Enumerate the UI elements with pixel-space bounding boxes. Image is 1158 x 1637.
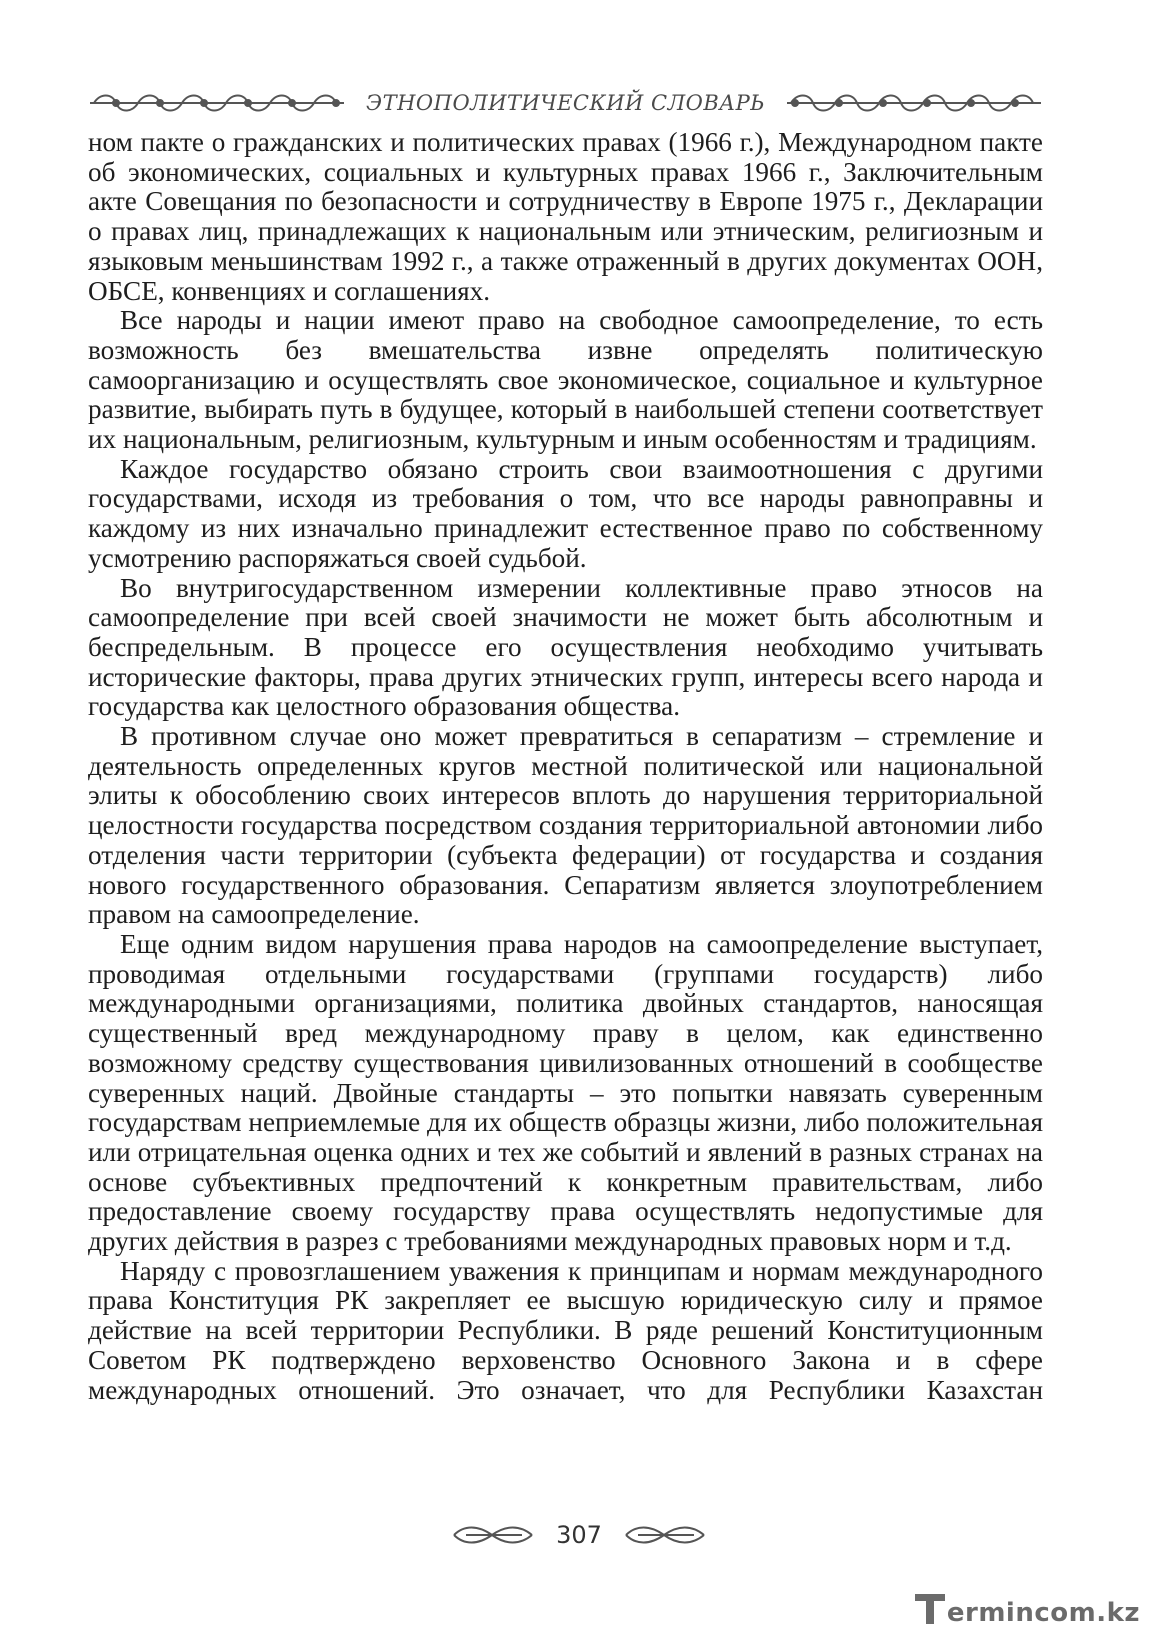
watermark: [911, 1588, 1140, 1628]
paragraph: Во внутригосударственном измерении коллективные право этносов на самоопределение при всей своей значимости не может быть абсолютным и беспредельным. В процессе его осуществления необходимо учитывать исторические факторы, права других этнических групп, интересы всего народа и государства как целостного образования общества.: [88, 572, 1043, 722]
header-ornament-right-icon: [785, 91, 1043, 115]
running-header: [88, 88, 1043, 118]
footer-ornament-right-icon: [624, 1524, 706, 1546]
paragraph: Наряду с провозглашением уважения к принципам и нормам международного права Конституция РК закрепляет ее высшую юридическую силу и прямое действие на всей территории Республики. В ряде решений Конституционным Советом РК подтверждено верховенство Основного Закона и в сфере международных отношений. Это означает, что для Республики Казахстан: [88, 1255, 1043, 1405]
watermark-text: ermincom.kz: [946, 1598, 1140, 1628]
paragraph: Еще одним видом нарушения права народов на самоопределение выступает, проводимая отдельными государствами (группами государств) либо международными организациями, политика двойных стандартов, наносящая существенный вред международному праву в целом, как единственно возможному средству существования цивилизованных отношений в сообществе суверенных наций. Двойные стандарты – это попытки навязать суверенным государствам неприемлемые для их обществ образцы жизни, либо положительная или отрицательная оценка одних и тех же событий и явлений в разных странах на основе субъективных предпочтений к конкретным правительствам, либо предоставление своему государству права осуществлять недопустимые для других действия в разрез с требованиями международных правовых норм и т.д.: [88, 928, 1043, 1257]
body-text: [88, 128, 1043, 1405]
page-number: 307: [556, 1521, 602, 1549]
running-title: ЭТНОПОЛИТИЧЕСКИЙ СЛОВАРЬ: [366, 91, 765, 115]
header-ornament-left-icon: [88, 91, 346, 115]
paragraph: В противном случае оно может превратиться в сепаратизм – стремление и деятельность определенных кругов местной политической или национальной элиты к обособлению своих интересов вплоть до нарушения территориальной целостности государства посредством создания территориальной автономии либо отделения части территории (субъекта федерации) от государства и создания нового государственного образования. Сепаратизм является злоупотреблением правом на самоопределение.: [88, 721, 1043, 930]
termincom-logo-icon: [911, 1588, 951, 1628]
footer-ornament-left-icon: [452, 1524, 534, 1546]
paragraph: Все народы и нации имеют право на свободное самоопределение, то есть возможность без вмешательства извне определять политическую самоорганизацию и осуществлять свое экономическое, социальное и культурное развитие, выбирать путь в будущее, который в наибольшей степени соответствует их национальным, религиозным, культурным и иным особенностям и традициям.: [88, 305, 1043, 455]
paragraph: ном пакте о гражданских и политических правах (1966 г.), Международном пакте об экономических, социальных и культурных правах 1966 г., Заключительным акте Совещания по безопасности и сотрудничеству в Европе 1975 г., Декларации о правах лиц, принадлежащих к национальным или этническим, религиозным и языковым меньшинствам 1992 г., а также отраженный в других документах ООН, ОБСЕ, конвенциях и соглашениях.: [88, 127, 1043, 306]
paragraph: Каждое государство обязано строить свои взаимоотношения с другими государствами, исходя из требования о том, что все народы равноправны и каждому из них изначально принадлежит естественное право по собственному усмотрению распоряжаться своей судьбой.: [88, 453, 1043, 573]
page-footer: [0, 1515, 1158, 1555]
